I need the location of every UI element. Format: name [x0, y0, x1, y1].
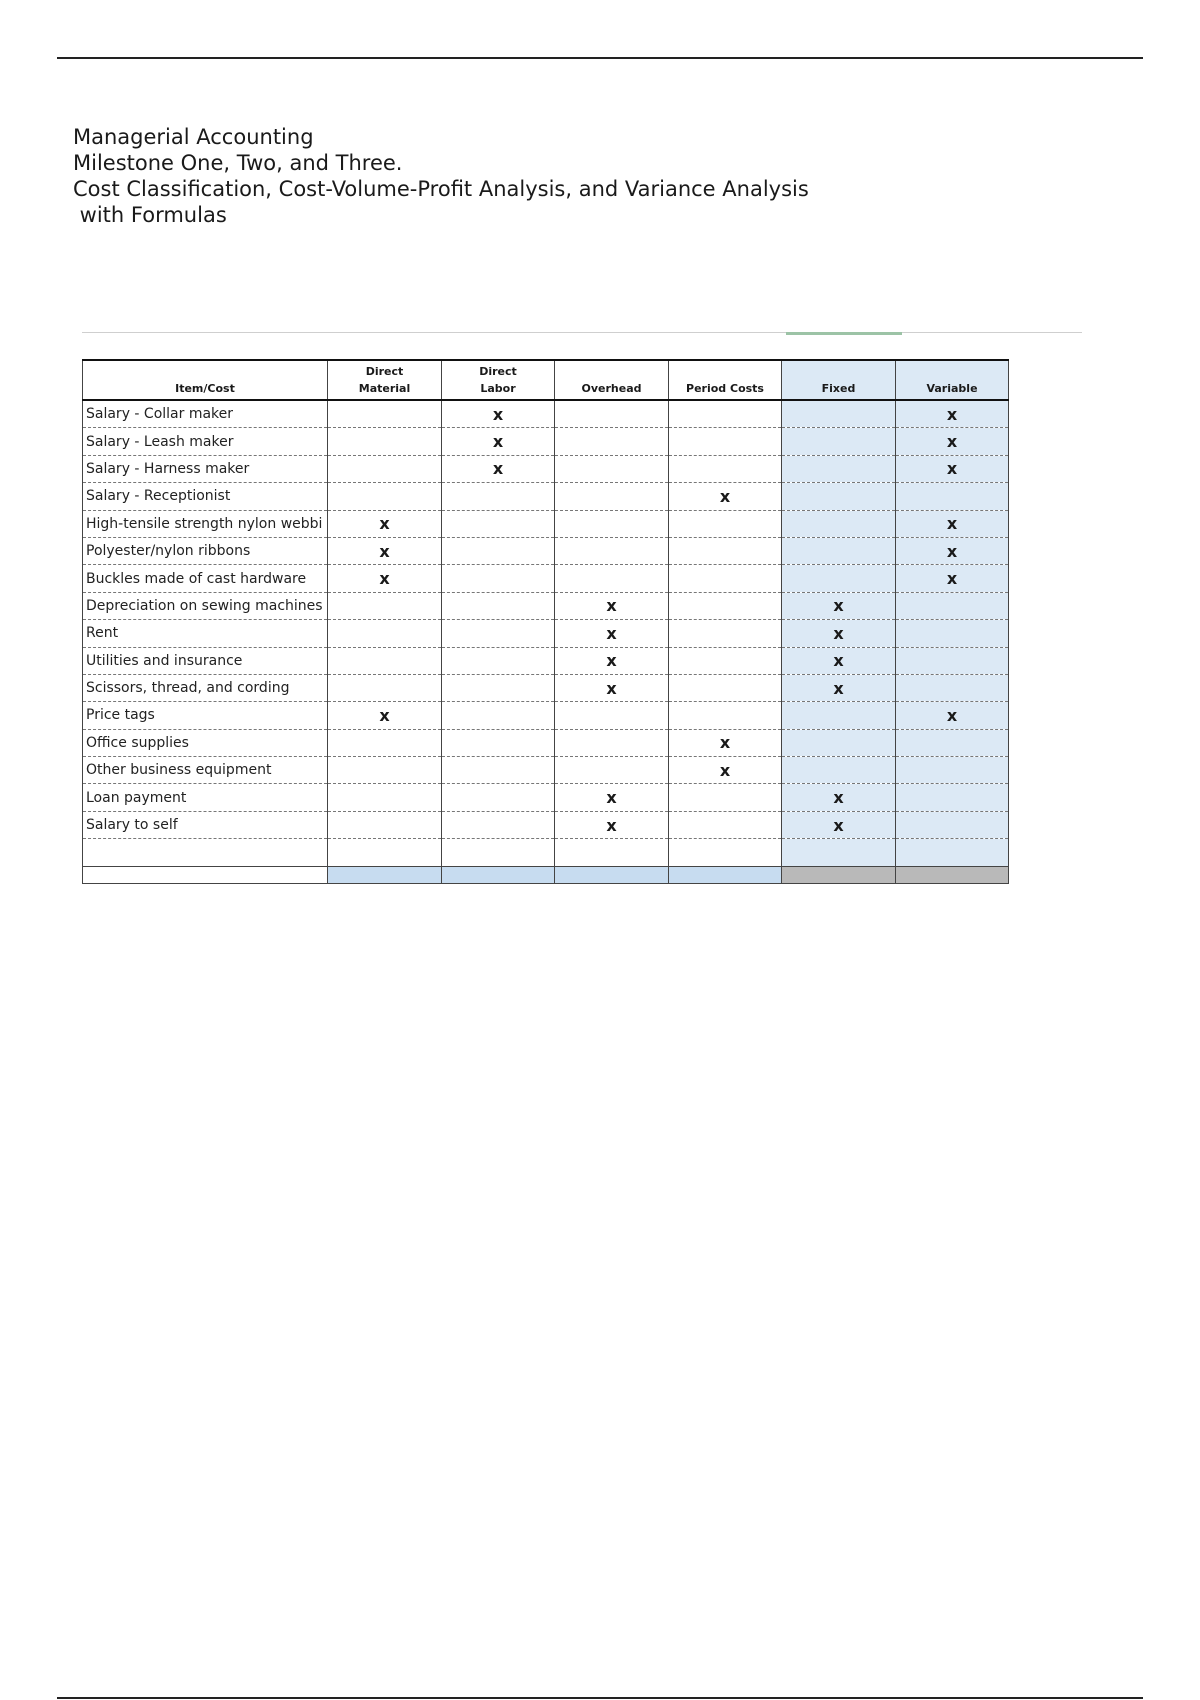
- classification-mark-cell: x: [328, 510, 442, 537]
- classification-mark-cell: [555, 537, 669, 564]
- header-overhead: Overhead: [555, 360, 669, 400]
- classification-mark-cell: [555, 400, 669, 428]
- footer-cell: [669, 866, 782, 883]
- table-row: [83, 428, 1009, 455]
- classification-mark-cell: [896, 757, 1009, 784]
- row-item-label: Salary - Collar maker: [83, 400, 328, 428]
- classification-mark-cell: [442, 729, 555, 756]
- classification-mark-cell: [669, 784, 782, 811]
- document-title-block: [73, 124, 809, 228]
- classification-mark-cell: [328, 592, 442, 619]
- classification-mark-cell: [669, 537, 782, 564]
- footer-cell: [328, 866, 442, 883]
- classification-mark-cell: x: [555, 784, 669, 811]
- table-row: [83, 729, 1009, 756]
- classification-mark-cell: [555, 483, 669, 510]
- row-item-label: Rent: [83, 620, 328, 647]
- classification-mark-cell: [669, 647, 782, 674]
- footer-cell: [555, 866, 669, 883]
- classification-mark-cell: [782, 537, 896, 564]
- classification-mark-cell: x: [669, 729, 782, 756]
- classification-mark-cell: x: [896, 537, 1009, 564]
- classification-mark-cell: [442, 620, 555, 647]
- footer-rule: [57, 1697, 1143, 1699]
- row-item-label: Office supplies: [83, 729, 328, 756]
- selected-cell-marker: [786, 332, 902, 335]
- classification-mark-cell: x: [896, 702, 1009, 729]
- row-item-label: Buckles made of cast hardware: [83, 565, 328, 592]
- classification-mark-cell: [328, 400, 442, 428]
- classification-mark-cell: x: [328, 565, 442, 592]
- classification-mark-cell: [782, 757, 896, 784]
- title-line-topics: Cost Classification, Cost-Volume-Profit Analysis, and Variance Analysis: [73, 177, 809, 201]
- classification-mark-cell: [896, 592, 1009, 619]
- cost-classification-table: [82, 359, 1009, 884]
- footer-cell: [442, 866, 555, 883]
- table-row: [83, 757, 1009, 784]
- classification-mark-cell: x: [896, 510, 1009, 537]
- table-row: [83, 647, 1009, 674]
- classification-mark-cell: [669, 565, 782, 592]
- row-item-label: Price tags: [83, 702, 328, 729]
- classification-mark-cell: [782, 729, 896, 756]
- classification-mark-cell: [442, 811, 555, 838]
- classification-mark-cell: [669, 702, 782, 729]
- classification-mark-cell: [328, 483, 442, 510]
- row-item-label: High-tensile strength nylon webbi: [83, 510, 328, 537]
- header-fixed: Fixed: [782, 360, 896, 400]
- classification-mark-cell: x: [782, 784, 896, 811]
- classification-mark-cell: [896, 729, 1009, 756]
- classification-mark-cell: [896, 620, 1009, 647]
- classification-mark-cell: [896, 483, 1009, 510]
- table-row: [83, 400, 1009, 428]
- table-row: [83, 455, 1009, 482]
- classification-mark-cell: x: [555, 647, 669, 674]
- classification-mark-cell: [442, 647, 555, 674]
- classification-mark-cell: x: [442, 455, 555, 482]
- title-line-formulas: with Formulas: [73, 203, 227, 227]
- classification-mark-cell: x: [555, 620, 669, 647]
- classification-mark-cell: [328, 839, 442, 866]
- table-row: [83, 839, 1009, 866]
- table-footer-row: [83, 866, 1009, 883]
- cost-classification-sheet-image: [70, 332, 1070, 892]
- classification-mark-cell: [555, 455, 669, 482]
- classification-mark-cell: [782, 428, 896, 455]
- classification-mark-cell: [669, 592, 782, 619]
- footer-cell: [782, 866, 896, 883]
- classification-mark-cell: [669, 620, 782, 647]
- classification-mark-cell: x: [782, 647, 896, 674]
- classification-mark-cell: [555, 839, 669, 866]
- classification-mark-cell: x: [896, 428, 1009, 455]
- classification-mark-cell: [328, 647, 442, 674]
- row-item-label: Salary - Receptionist: [83, 483, 328, 510]
- table-row: [83, 811, 1009, 838]
- table-row: [83, 784, 1009, 811]
- classification-mark-cell: [782, 510, 896, 537]
- table-row: [83, 620, 1009, 647]
- header-direct-labor: Direct Labor: [442, 360, 555, 400]
- classification-mark-cell: [669, 428, 782, 455]
- classification-mark-cell: [328, 428, 442, 455]
- classification-mark-cell: [328, 784, 442, 811]
- classification-mark-cell: [442, 592, 555, 619]
- classification-mark-cell: [442, 510, 555, 537]
- classification-mark-cell: [555, 729, 669, 756]
- row-item-label: [83, 839, 328, 866]
- classification-mark-cell: [782, 400, 896, 428]
- classification-mark-cell: [669, 455, 782, 482]
- table-header-row: [83, 360, 1009, 400]
- classification-mark-cell: x: [442, 428, 555, 455]
- table-row: [83, 565, 1009, 592]
- classification-mark-cell: [896, 647, 1009, 674]
- classification-mark-cell: x: [669, 483, 782, 510]
- classification-mark-cell: [669, 674, 782, 701]
- classification-mark-cell: [328, 811, 442, 838]
- classification-mark-cell: x: [555, 674, 669, 701]
- title-line-milestones: Milestone One, Two, and Three.: [73, 151, 403, 175]
- row-item-label: Other business equipment: [83, 757, 328, 784]
- row-item-label: Salary to self: [83, 811, 328, 838]
- classification-mark-cell: x: [442, 400, 555, 428]
- classification-mark-cell: [782, 565, 896, 592]
- classification-mark-cell: [328, 455, 442, 482]
- table-row: [83, 674, 1009, 701]
- classification-mark-cell: [896, 811, 1009, 838]
- classification-mark-cell: [328, 674, 442, 701]
- row-item-label: Salary - Leash maker: [83, 428, 328, 455]
- table-row: [83, 702, 1009, 729]
- row-item-label: Scissors, thread, and cording: [83, 674, 328, 701]
- classification-mark-cell: [896, 784, 1009, 811]
- classification-mark-cell: [669, 811, 782, 838]
- table-row: [83, 592, 1009, 619]
- sheet-top-border: [82, 332, 1082, 337]
- classification-mark-cell: x: [555, 811, 669, 838]
- classification-mark-cell: [555, 757, 669, 784]
- classification-mark-cell: [442, 839, 555, 866]
- table-row: [83, 537, 1009, 564]
- title-line-course: Managerial Accounting: [73, 125, 314, 149]
- header-direct-material: Direct Material: [328, 360, 442, 400]
- table-row: [83, 510, 1009, 537]
- header-rule: [57, 57, 1143, 59]
- classification-mark-cell: [442, 565, 555, 592]
- table-row: [83, 483, 1009, 510]
- classification-mark-cell: x: [328, 702, 442, 729]
- classification-mark-cell: [896, 674, 1009, 701]
- classification-mark-cell: [442, 784, 555, 811]
- classification-mark-cell: x: [555, 592, 669, 619]
- classification-mark-cell: x: [782, 592, 896, 619]
- classification-mark-cell: [442, 537, 555, 564]
- classification-mark-cell: [669, 400, 782, 428]
- classification-mark-cell: x: [669, 757, 782, 784]
- header-variable: Variable: [896, 360, 1009, 400]
- footer-cell: [83, 866, 328, 883]
- classification-mark-cell: [442, 483, 555, 510]
- classification-mark-cell: [442, 702, 555, 729]
- classification-mark-cell: [782, 455, 896, 482]
- classification-mark-cell: [442, 674, 555, 701]
- classification-mark-cell: x: [896, 455, 1009, 482]
- classification-mark-cell: x: [896, 400, 1009, 428]
- row-item-label: Polyester/nylon ribbons: [83, 537, 328, 564]
- classification-mark-cell: [442, 757, 555, 784]
- classification-mark-cell: x: [782, 620, 896, 647]
- classification-mark-cell: [669, 510, 782, 537]
- classification-mark-cell: [328, 729, 442, 756]
- header-item-cost: Item/Cost: [83, 360, 328, 400]
- classification-mark-cell: [555, 702, 669, 729]
- classification-mark-cell: [328, 757, 442, 784]
- classification-mark-cell: [896, 839, 1009, 866]
- classification-mark-cell: [555, 428, 669, 455]
- classification-mark-cell: [328, 620, 442, 647]
- classification-mark-cell: [555, 510, 669, 537]
- classification-mark-cell: x: [328, 537, 442, 564]
- classification-mark-cell: [555, 565, 669, 592]
- classification-mark-cell: x: [782, 811, 896, 838]
- row-item-label: Depreciation on sewing machines: [83, 592, 328, 619]
- classification-mark-cell: [782, 839, 896, 866]
- classification-mark-cell: x: [896, 565, 1009, 592]
- row-item-label: Salary - Harness maker: [83, 455, 328, 482]
- classification-mark-cell: [782, 483, 896, 510]
- row-item-label: Loan payment: [83, 784, 328, 811]
- row-item-label: Utilities and insurance: [83, 647, 328, 674]
- classification-mark-cell: x: [782, 674, 896, 701]
- footer-cell: [896, 866, 1009, 883]
- header-period-costs: Period Costs: [669, 360, 782, 400]
- classification-mark-cell: [669, 839, 782, 866]
- classification-mark-cell: [782, 702, 896, 729]
